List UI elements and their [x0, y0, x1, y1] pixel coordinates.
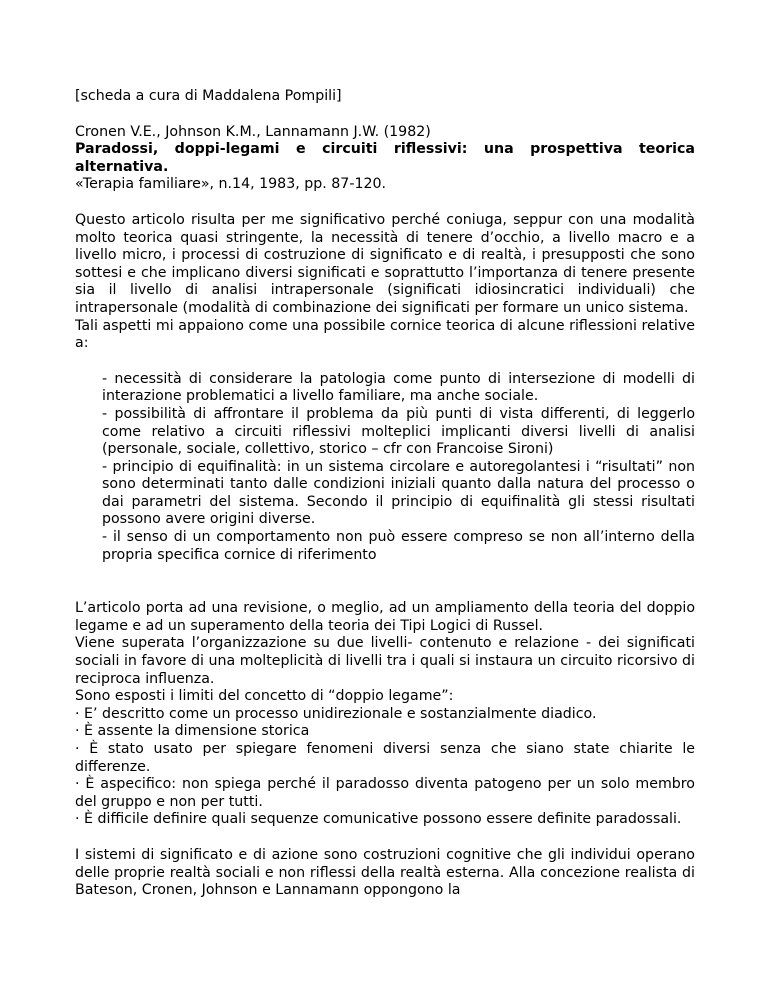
limits-intro: Sono esposti i limiti del concetto di “doppio legame”:	[75, 688, 454, 705]
header-note: [scheda a cura di Maddalena Pompili]	[75, 88, 342, 104]
citation-authors: Cronen V.E., Johnson K.M., Lannamann J.W. (1982)	[75, 123, 431, 140]
intro-paragraph-2: Tali aspetti mi appaiono come una possibile cornice teorica di alcune riflessioni relative a:	[75, 317, 695, 352]
aspects-list-item: - possibilità di affrontare il problema da più punti di vista differenti, di leggerlo come relativo a circuiti riflessivi molteplici implicanti diversi livelli di analisi (personale, sociale, collettivo, storico – cfr con Francoise Sironi)	[102, 405, 695, 458]
limits-list-item: · E’ descritto come un processo unidirezionale e sostanzialmente diadico.	[75, 705, 597, 722]
aspects-list	[102, 371, 695, 565]
aspects-list-item: - il senso di un comportamento non può essere compreso se non all’interno della propria specifica cornice di riferimento	[102, 529, 695, 563]
aspects-list-item: - principio di equifinalità: in un sistema circolare e autoregolantesi i “risultati” non sono determinati tanto dalle condizioni iniziali quanto dalla natura del processo o dai parametri del sistema. Secondo il principio di equifinalità gli stessi risultati possono avere origini diverse.	[102, 458, 695, 528]
citation-title: Paradossi, doppi-legami e circuiti riflessivi: una prospettiva teorica alternativa.	[75, 141, 695, 175]
limits-list	[75, 706, 695, 829]
limits-list-item: · È aspecifico: non spiega perché il paradosso diventa patogeno per un solo membro del gruppo e non per tutti.	[75, 776, 695, 810]
limits-list-item: · È difficile definire quali sequenze comunicative possono essere definite paradossali.	[75, 811, 682, 828]
limits-list-item: · È stato usato per spiegare fenomeni diversi senza che siano state chiarite le differenze.	[75, 741, 695, 775]
intro-paragraph: Questo articolo risulta per me significativo perché coniuga, seppur con una modalità molto teorica quasi stringente, la necessità di tenere d’occhio, a livello macro e a livello micro, i processi di costruzione di significato e di realtà, i presupposti che sono sottesi e che implicano diversi significati e soprattutto l’importanza di tenere presente sia il livello di analisi intrapersonale (significati idiosincratici individuali) che intrapersonale (modalità di combinazione dei significati per formare un unico sistema.	[75, 211, 695, 316]
citation-block	[75, 124, 695, 194]
limits-list-item: · È assente la dimensione storica	[75, 723, 310, 740]
citation-source: «Terapia familiare», n.14, 1983, pp. 87-120.	[75, 176, 387, 193]
aspects-list-item: - necessità di considerare la patologia come punto di intersezione di modelli di interazione problematici a livello familiare, ma anche sociale.	[102, 370, 695, 405]
document-page	[75, 88, 695, 900]
revision-paragraph: L’articolo porta ad una revisione, o meglio, ad un ampliamento della teoria del doppio legame e ad un superamento della teoria dei Tipi Logici di Russel.	[75, 600, 695, 634]
revision-paragraph-2: Viene superata l’organizzazione su due livelli- contenuto e relazione - dei significati sociali in favore di una molteplicità di livelli tra i quali si instaura un circuito ricorsivo di reciproca influenza.	[75, 635, 695, 687]
final-paragraph: I sistemi di significato e di azione sono costruzioni cognitive che gli individui operano delle proprie realtà sociali e non riflessi della realtà esterna. Alla concezione realista di Bateson, Cronen, Johnson e Lannamann oppongono la	[75, 846, 695, 899]
